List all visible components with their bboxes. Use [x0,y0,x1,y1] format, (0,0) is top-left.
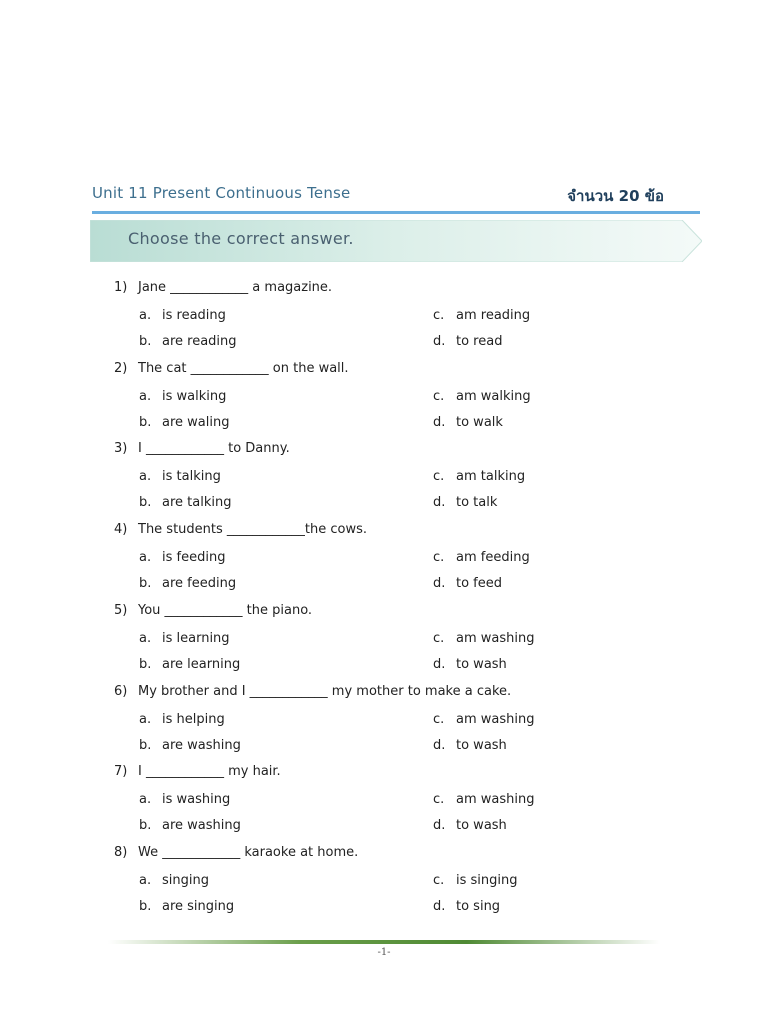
option-text: is feeding [162,550,226,566]
option-a[interactable] [139,631,230,646]
option-c[interactable] [433,712,534,727]
option-letter: b. [139,495,152,511]
page-header [92,184,664,208]
option-text: is helping [162,711,225,727]
option-letter: a. [139,792,152,808]
option-text: am washing [456,792,535,808]
option-letter: a. [139,550,152,566]
question-count: จำนวน 20 ข้อ [567,187,664,205]
option-text: are waling [162,414,230,430]
option-b[interactable] [139,738,241,753]
option-letter: d. [433,737,446,753]
question-stem: My brother and I ____________ my mother to make a cake. [138,683,512,699]
option-b[interactable] [139,495,231,510]
option-text: is walking [162,388,227,404]
option-text: are washing [162,737,241,753]
question-number: 1) [114,280,128,295]
option-c[interactable] [433,469,525,484]
option-d[interactable] [433,576,502,591]
option-text: am reading [456,308,531,323]
option-letter: d. [433,414,446,430]
option-c[interactable] [433,873,518,888]
option-c[interactable] [433,550,530,565]
option-letter: c. [433,872,445,888]
option-b[interactable] [139,334,237,349]
option-text: to wash [456,818,507,834]
option-b[interactable] [139,576,236,591]
option-letter: d. [433,656,446,672]
option-letter: b. [139,818,152,834]
option-c[interactable] [433,308,530,323]
option-d[interactable] [433,657,507,672]
option-b[interactable] [139,818,241,833]
option-letter: b. [139,576,152,592]
option-text: is washing [162,792,231,808]
question-number: 6) [114,683,128,699]
question-number: 2) [114,360,128,376]
option-d[interactable] [433,334,502,349]
question-number: 5) [114,602,128,618]
option-b[interactable] [139,899,234,914]
option-text: are learning [162,656,241,672]
option-text: to walk [456,414,503,430]
page-number: -1- [377,947,391,958]
option-letter: c. [433,308,445,323]
footer-rule [108,940,660,944]
unit-title: Unit 11 Present Continuous Tense [92,184,351,202]
question-stem: The students ____________the cows. [138,522,368,538]
option-letter: a. [139,388,152,404]
option-d[interactable] [433,818,507,833]
option-text: is singing [456,872,518,888]
question-stem: I ____________ my hair. [138,764,281,780]
option-text: am feeding [456,550,530,566]
question-stem: You ____________ the piano. [138,602,313,618]
option-text: to talk [456,495,498,511]
question-stem: Jane ____________ a magazine. [138,280,333,295]
option-letter: b. [139,414,152,430]
option-letter: c. [433,630,445,646]
option-text: are washing [162,818,241,834]
option-text: am washing [456,711,535,727]
option-letter: d. [433,495,446,511]
option-text: am talking [456,469,526,485]
option-letter: c. [433,550,445,566]
question-stem: We ____________ karaoke at home. [138,844,359,860]
option-d[interactable] [433,495,497,510]
option-letter: b. [139,656,152,672]
option-d[interactable] [433,415,503,430]
option-letter: a. [139,630,152,646]
option-text: to read [456,334,503,349]
option-text: to wash [456,656,507,672]
question-number: 7) [114,764,128,780]
option-text: to sing [456,898,501,914]
option-letter: c. [433,388,445,404]
question-number: 4) [114,522,128,538]
option-letter: a. [139,308,152,323]
question-number: 3) [114,441,128,457]
option-letter: c. [433,711,445,727]
option-letter: a. [139,872,152,888]
option-a[interactable] [139,792,230,807]
option-text: are feeding [162,576,237,592]
option-letter: a. [139,469,152,485]
option-text: are singing [162,898,235,914]
option-letter: b. [139,334,152,349]
option-text: are reading [162,334,237,349]
option-a[interactable] [139,550,225,565]
option-text: to feed [456,576,503,592]
option-letter: b. [139,898,152,914]
option-d[interactable] [433,899,500,914]
option-letter: c. [433,469,445,485]
option-c[interactable] [433,792,534,807]
option-a[interactable] [139,308,226,323]
option-a[interactable] [139,469,221,484]
option-text: am walking [456,388,531,404]
option-letter: d. [433,576,446,592]
option-text: am washing [456,630,535,646]
option-c[interactable] [433,389,531,404]
option-letter: c. [433,792,445,808]
option-letter: d. [433,818,446,834]
option-letter: a. [139,711,152,727]
option-c[interactable] [433,631,534,646]
option-text: to wash [456,737,507,753]
option-text: singing [162,872,209,888]
option-a[interactable] [139,712,225,727]
option-b[interactable] [139,415,229,430]
option-text: is talking [162,469,221,485]
option-text: is learning [162,630,230,646]
option-a[interactable] [139,389,226,404]
option-d[interactable] [433,738,507,753]
option-letter: d. [433,334,446,349]
question-stem: The cat ____________ on the wall. [138,360,349,376]
option-letter: b. [139,737,152,753]
option-text: is reading [162,308,226,323]
instruction-text: Choose the correct answer. [128,229,354,248]
header-rule [92,211,700,214]
option-b[interactable] [139,657,240,672]
option-letter: d. [433,898,446,914]
question-stem: I ____________ to Danny. [138,441,290,457]
question-number: 8) [114,844,128,860]
option-a[interactable] [139,873,209,888]
option-text: are talking [162,495,232,511]
